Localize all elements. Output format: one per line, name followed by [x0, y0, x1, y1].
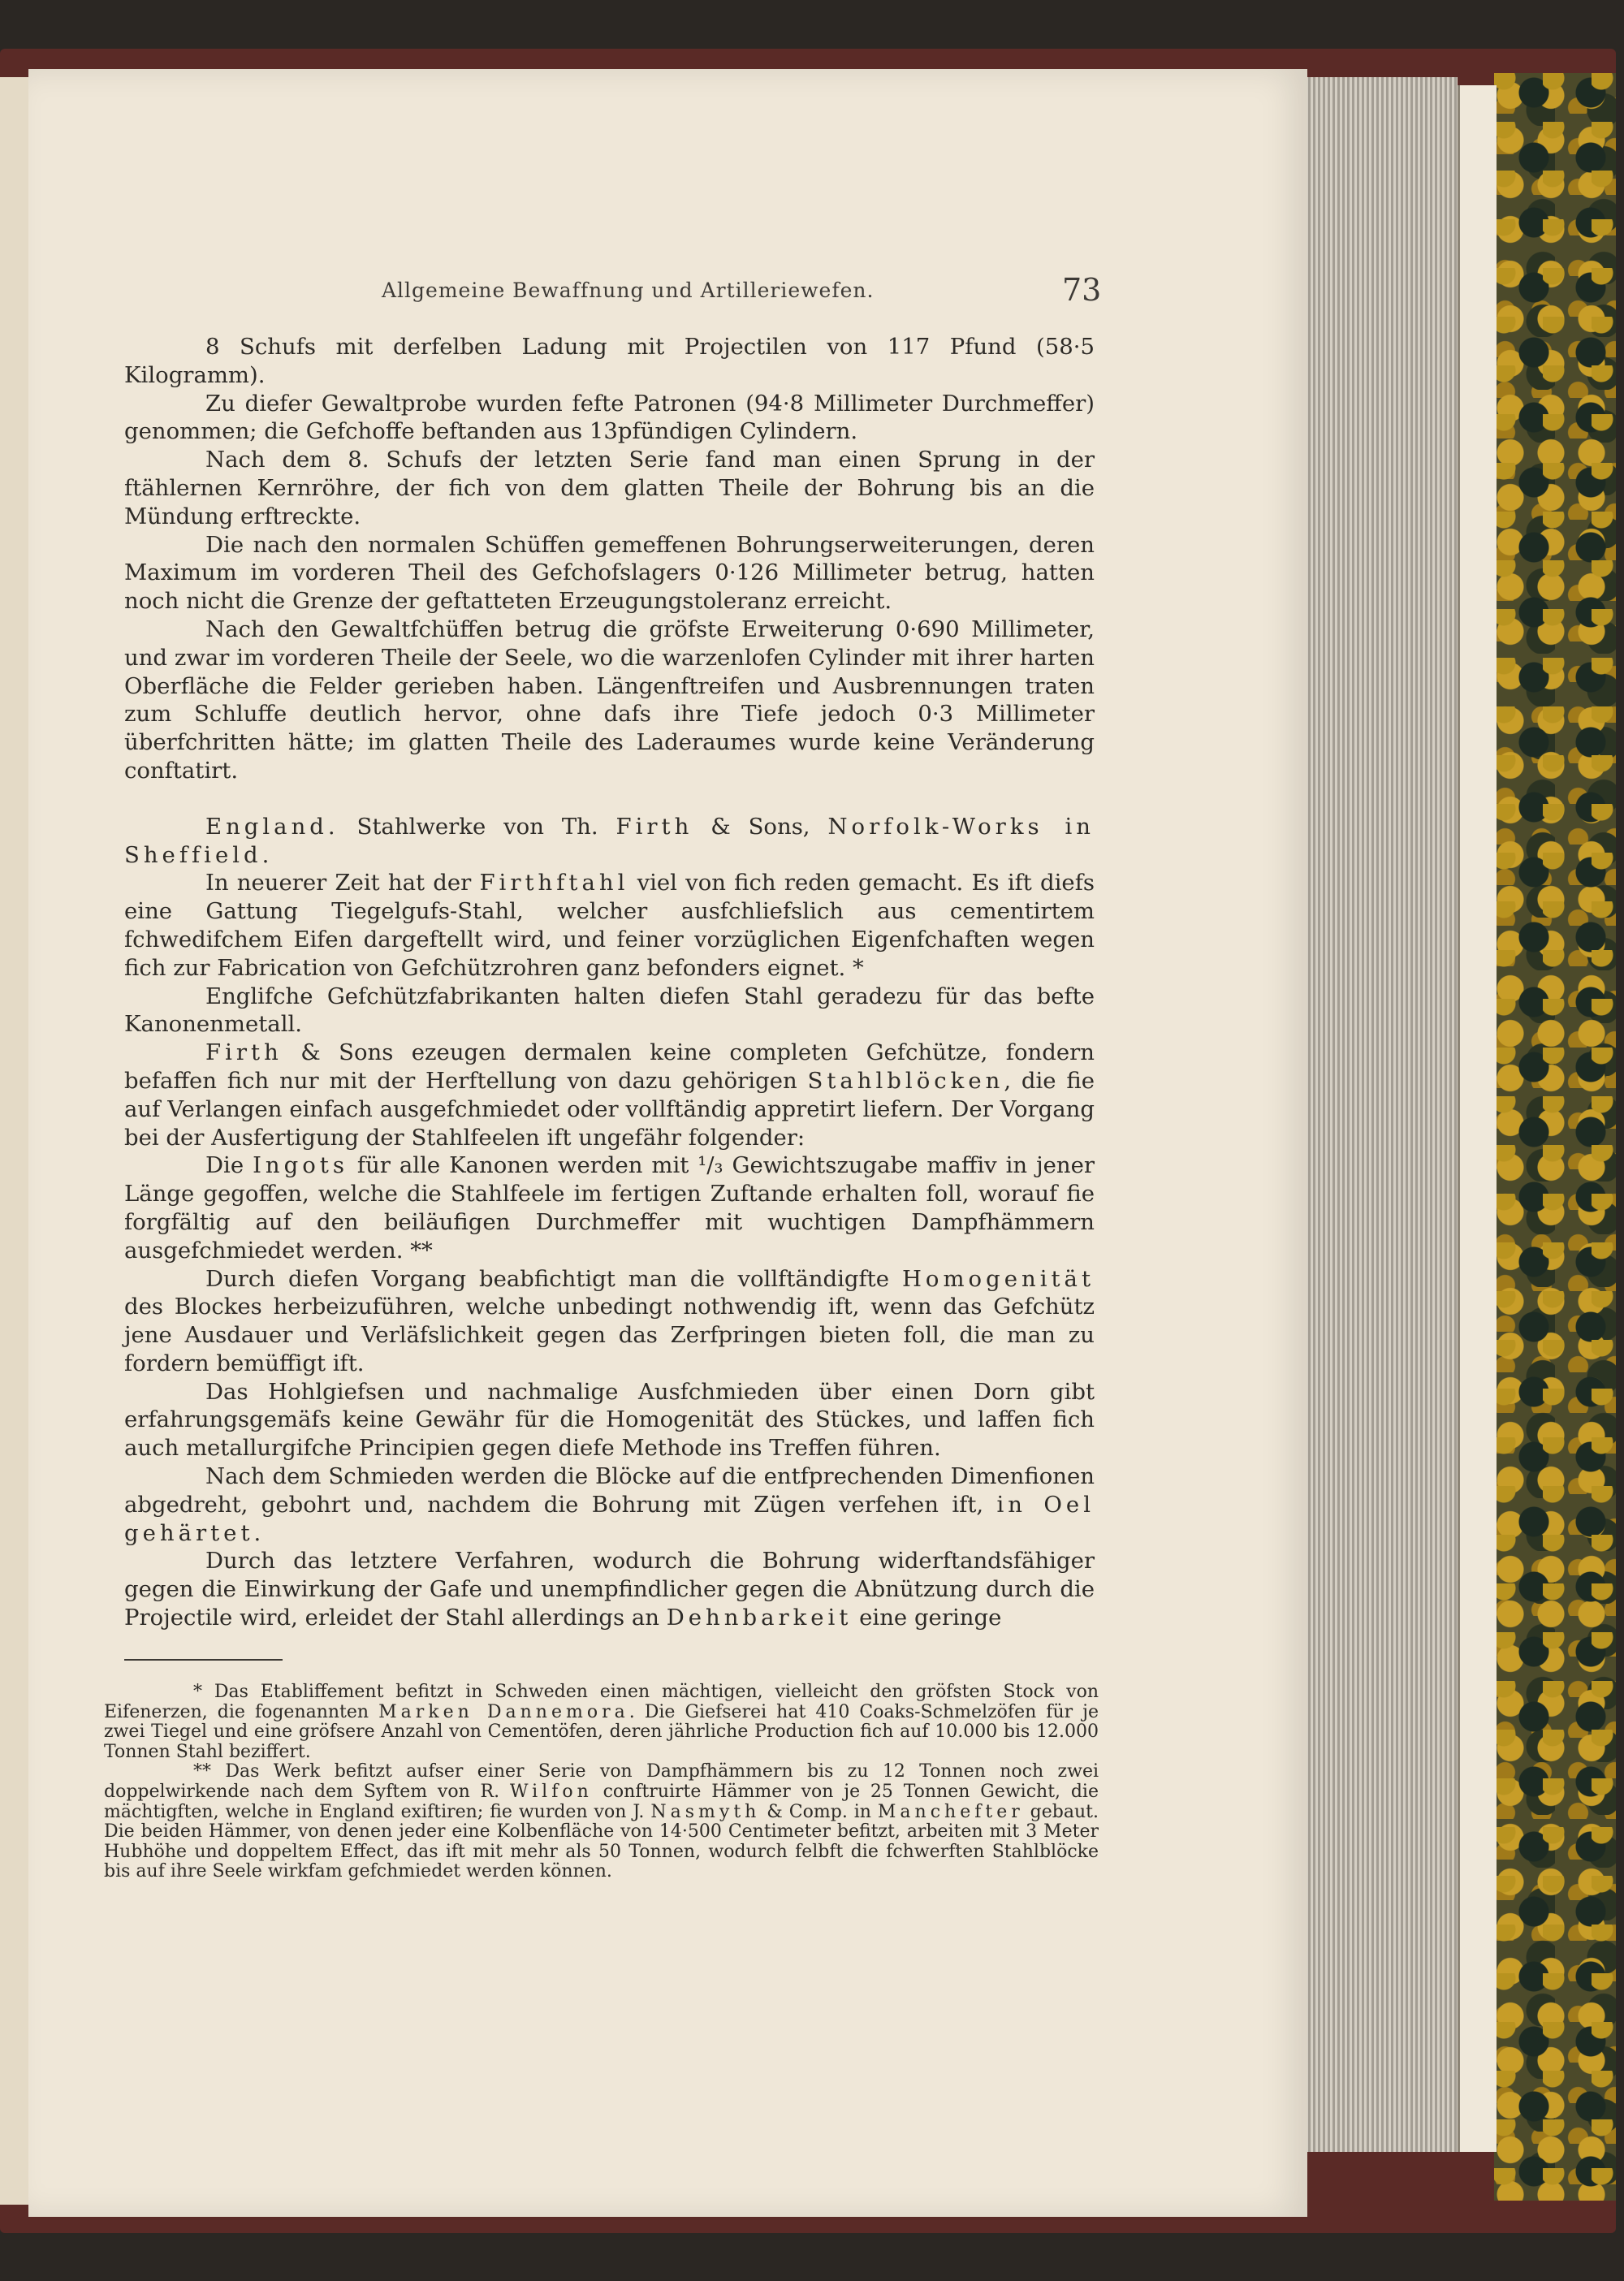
- text-run: Die: [205, 1152, 253, 1179]
- text-run: .: [253, 1519, 261, 1546]
- paragraph: [124, 1462, 1095, 1547]
- spaced-text: Nasmyth: [650, 1801, 761, 1822]
- paragraph: [124, 1151, 1095, 1264]
- spaced-text: Norfolk-Works in Sheffield: [124, 813, 1095, 868]
- spaced-text: Ingots: [253, 1152, 348, 1179]
- text-run: Durch das letztere Verfahren, wodurch die Bohrung widerftandsfähiger gegen die Einwirkung der Gafe und unempfindlicher gegen die Abnützung durch die Projectile wird, erleidet der Stahl allerdings an: [124, 1548, 1095, 1631]
- text-run: & Sons,: [693, 813, 828, 840]
- paragraph: Das Hohlgiefsen und nachmalige Ausfchmieden über einen Dorn gibt erfahrungsgemäfs keine Gewähr für die Homogenität des Stückes, und laffen fich auch metallurgifche Principien gegen diefe Methode ins Treffen führen.: [124, 1378, 1095, 1462]
- paragraph: Nach dem 8. Schufs der letzten Serie fand man einen Sprung in der ftählernen Kernröhre, der fich von dem glatten Theile der Bohrung bis an die Mündung erftreckte.: [124, 447, 1095, 529]
- spaced-text: Firthftahl: [479, 870, 629, 896]
- footnote: [104, 1762, 1099, 1882]
- paragraph: Zu diefer Gewaltprobe wurden fefte Patronen (94·8 Millimeter Durchmeffer) genommen; die Gefchoffe beftanden aus 13pfündigen Cylindern.: [124, 390, 1095, 445]
- spaced-text: Homogenität: [901, 1265, 1095, 1292]
- running-title: Allgemeine Bewaffnung und Artilleriewefen.: [382, 279, 875, 302]
- spaced-text: Wilfon: [509, 1781, 593, 1802]
- footnotes: [104, 1683, 1099, 1882]
- text-run: . Die Giefserei hat 410 Coaks-Schmelzöfen für je zwei Tiegel und eine gröfsere Anzahl von Cementöfen, deren jährliche Production fich auf 10.000 bis 12.000 Tonnen Stahl beziffert.: [104, 1701, 1099, 1762]
- back-page-edge: [1458, 85, 1497, 2152]
- section-heading-paragraph: [124, 813, 1095, 870]
- text-run: Nach dem Schmieden werden die Blöcke auf die entfprechenden Dimenfionen abgedreht, gebohrt und, nachdem die Bohrung mit Zügen verfehen ift,: [124, 1463, 1095, 1518]
- footnote: [104, 1683, 1099, 1762]
- spaced-text: in Oel gehärtet: [124, 1491, 1095, 1546]
- text-run: gebaut. Die beiden Hämmer, von denen jeder eine Kolbenfläche von 14·500 Centimeter befitzt, arbeiten mit 3 Meter Hubhöhe und doppeltem Effect, das ift mit mehr als 50 Tonnen, wodurch felbft die fchwerften Stahlblöcke bis auf ihre Seele wirkfam gefchmiedet werden können.: [104, 1801, 1099, 1882]
- text-run: Durch diefen Vorgang beabfichtigt man die vollftändigfte: [205, 1265, 902, 1292]
- page-number: 73: [1062, 272, 1102, 308]
- text-run: * Das Etabliffement befitzt in Schweden einen mächtigen, vielleicht den gröfsten Stock von Eifenerzen, die fogenannten: [104, 1682, 1099, 1722]
- section-gap: [124, 785, 1095, 813]
- text-run: des Blockes herbeizuführen, welche unbedingt nothwendig ift, wenn das Gefchütz jene Ausdauer und Verläfslichkeit gegen das Zerfpringen bieten foll, die man zu fordern bemüffigt ift.: [124, 1294, 1095, 1376]
- text-run: .: [261, 841, 270, 868]
- paragraph: 8 Schufs mit derfelben Ladung mit Projectilen von 117 Pfund (58·5 Kilogramm).: [124, 334, 1095, 388]
- spaced-text: Firth: [205, 1039, 283, 1066]
- text-run: In neuerer Zeit hat der: [205, 870, 480, 896]
- paragraph: Englifche Gefchützfabrikanten halten diefen Stahl geradezu für das befte Kanonenmetall.: [124, 983, 1095, 1038]
- spaced-text: Manchefter: [877, 1801, 1024, 1822]
- text-run: & Sons ezeugen dermalen keine completen Gefchütze, fondern befaffen fich nur mit der Herftellung von dazu gehörigen: [124, 1039, 1095, 1094]
- spaced-text: Firth: [615, 813, 693, 840]
- paragraph: [124, 869, 1095, 982]
- text-run: für alle Kanonen werden mit ¹/₃ Gewichtszugabe maffiv in jener Länge gegoffen, welche die Stahlfeele im fertigen Zuftande erhalten foll, worauf fie forgfältig auf den beiläufigen Durchmeffer mit wuchtigen Dampfhämmern ausgefchmiedet werden. **: [124, 1152, 1095, 1264]
- paragraph: [124, 1547, 1095, 1631]
- running-header: [382, 272, 1102, 313]
- marbled-endpaper: [1494, 73, 1616, 2201]
- text-run: eine geringe: [852, 1605, 1002, 1631]
- paragraph: Nach den Gewaltfchüffen betrug die gröfste Erweiterung 0·690 Millimeter, und zwar im vorderen Theile der Seele, wo die warzenlofen Cylinder mit ihrer harten Oberfläche die Felder gerieben haben. Längenftreifen und Ausbrennungen traten zum Schluffe deutlich hervor, ohne dafs ihre Tiefe jedoch 0·3 Millimeter überfchritten hätte; im glatten Theile des Laderaumes wurde keine Veränderung conftatirt.: [124, 616, 1095, 784]
- spaced-text: Stahlblöcken: [807, 1067, 1004, 1094]
- text-run: viel von fich reden gemacht. Es ift diefs eine Gattung Tiegelgufs-Stahl, welcher ausfchliefslich aus cementirtem fchwedifchem Eifen dargeftellt wird, und feiner vorzüglichen Eigenfchaften wegen fich zur Fabrication von Gefchützrohren ganz befonders eignet. *: [124, 870, 1095, 981]
- paragraph: [124, 1039, 1095, 1151]
- spaced-text: England.: [205, 813, 339, 840]
- spaced-text: Marken Dannemora: [378, 1701, 629, 1722]
- paragraph: [124, 1265, 1095, 1378]
- footnote-rule: [124, 1659, 283, 1661]
- text-run: & Comp. in: [760, 1801, 878, 1822]
- main-text: [124, 333, 1095, 1632]
- paragraph: Die nach den normalen Schüffen gemeffenen Bohrungserweiterungen, deren Maximum im vorderen Theil des Gefchofslagers 0·126 Millimeter betrug, hatten noch nicht die Grenze der geftatteten Erzeugungstoleranz erreicht.: [124, 531, 1095, 615]
- text-run: conftruirte Hämmer von je 25 Tonnen Gewicht, die mächtigften, welche in England exiftiren; fie wurden von J.: [104, 1781, 1099, 1822]
- text-run: Stahlwerke von Th.: [339, 813, 616, 840]
- page-edges: [1303, 77, 1458, 2152]
- spaced-text: Dehnbarkeit: [666, 1605, 853, 1631]
- text-run: , die fie auf Verlangen einfach ausgefchmiedet oder vollftändig appretirt liefern. Der Vorgang bei der Ausfertigung der Stahlfeelen ift ungefähr folgender:: [124, 1067, 1095, 1151]
- text-run: ** Das Werk befitzt aufser einer Serie von Dampfhämmern bis zu 12 Tonnen noch zwei doppelwirkende nach dem Syftem von R.: [104, 1761, 1099, 1802]
